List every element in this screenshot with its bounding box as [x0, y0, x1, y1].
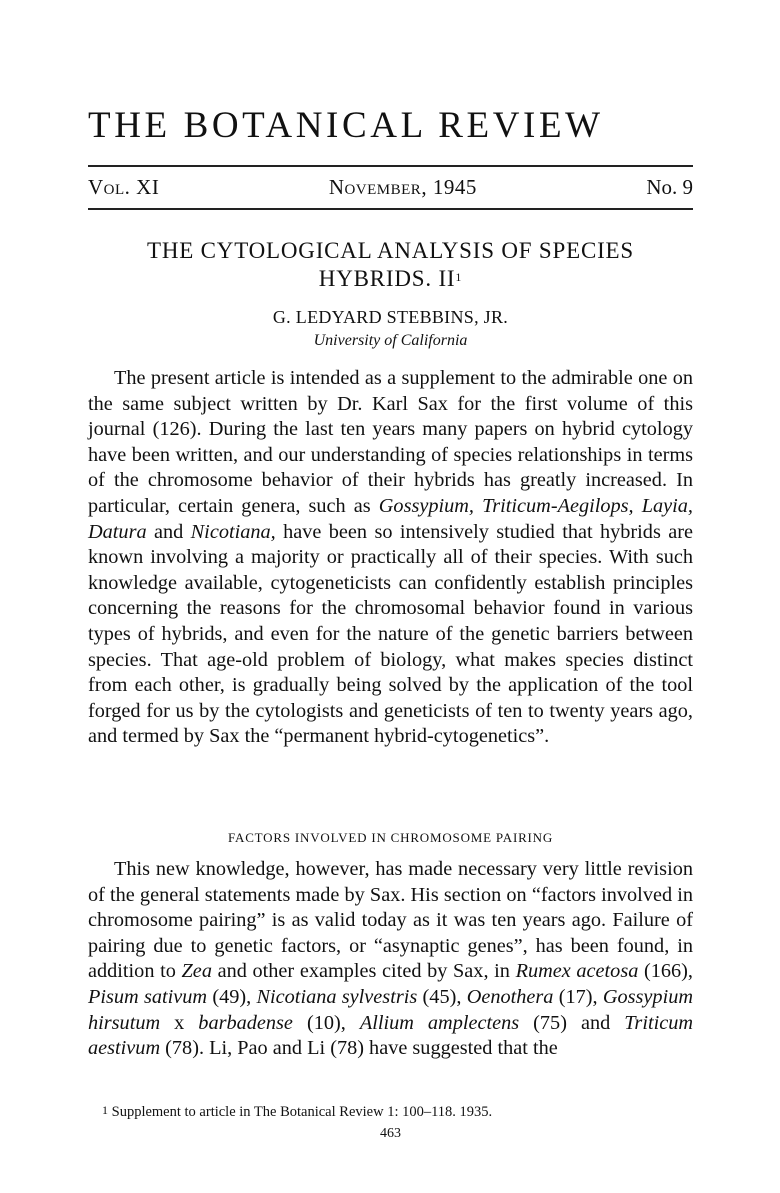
- italic-taxon-name: Gossypium, Triticum-Aegilops, Layia, Datura: [88, 494, 693, 543]
- header-rule-bottom: [88, 208, 693, 210]
- text-run: (45),: [417, 985, 467, 1008]
- volume-label: Vol. XI: [88, 175, 160, 199]
- article-title-line-2-text: HYBRIDS. II: [318, 266, 456, 291]
- footnote-mark: 1: [102, 1103, 108, 1117]
- title-footnote-mark: 1: [455, 270, 463, 284]
- text-run: have been so intensively studied that hybrids are known involving a majority or practically all of their species. With such knowledge available, cytogeneticists can confidently establish principles concerning the reasons for the chromosomal behavior found in various types of hybrids, and even for the nature of the genetic barriers between species. That age-old problem of biology, what makes species distinct from each other, is gradually being solved by the application of the tool forged for us by the cytologists and geneticists of ten to twenty years ago, and termed by Sax the “permanent hybrid-cytogenetics”.: [88, 520, 693, 748]
- text-run: (166),: [638, 960, 693, 983]
- article-title: [88, 237, 693, 293]
- article-title-line-1: THE CYTOLOGICAL ANALYSIS OF SPECIES: [146, 238, 634, 263]
- paragraph-text: [88, 366, 693, 750]
- text-run: (49),: [207, 985, 257, 1008]
- italic-taxon-name: Zea: [181, 960, 212, 983]
- italic-taxon-name: Rumex acetosa: [515, 960, 639, 983]
- italic-taxon-name: barbadense: [198, 1011, 293, 1034]
- text-run: and other examples cited by Sax, in: [211, 960, 516, 983]
- text-run: This new knowledge, however, has made necessary very little revision of the general statements made by Sax. His section on “factors involved in chromosome pairing” is as valid today as it was ten years ago. Failure of pairing due to genetic factors, or “asynaptic genes”, has been found, in addition to: [88, 858, 693, 983]
- paragraph-text: [88, 857, 693, 1062]
- body-paragraph-1: [88, 366, 693, 750]
- text-run: The present article is intended as a supplement to the admirable one on the same subject written by Dr. Karl Sax for the first volume of this journal (126). During the last ten years many papers on hybrid cytology have been written, and our understanding of species relationships in terms of the chromosome behavior of their hybrids has greatly increased. In particular, certain genera, such as: [88, 367, 693, 517]
- text-run: (78). Li, Pao and Li (78) have suggested that the: [160, 1037, 558, 1060]
- italic-taxon-name: Triticum aestivum: [88, 1011, 694, 1060]
- page-number: 463: [380, 1126, 401, 1141]
- issue-line: [88, 174, 693, 200]
- header-rule-top: [88, 165, 693, 167]
- italic-taxon-name: Gossypium hirsutum: [88, 985, 693, 1034]
- footnote-text: Supplement to article in The Botanical Review 1: 100–118. 1935.: [111, 1104, 493, 1120]
- section-heading: FACTORS INVOLVED IN CHROMOSOME PAIRING: [227, 830, 554, 845]
- body-paragraph-2: [88, 857, 693, 1062]
- author-affiliation: University of California: [313, 332, 468, 349]
- footnote: [88, 1103, 693, 1121]
- issue-number: No. 9: [646, 175, 693, 199]
- text-run: x: [160, 1011, 199, 1034]
- text-run: (17),: [553, 985, 603, 1008]
- author-name: G. LEDYARD STEBBINS, JR.: [272, 307, 509, 327]
- italic-taxon-name: Nicotiana,: [190, 520, 276, 543]
- italic-taxon-name: Oenothera: [466, 985, 554, 1008]
- text-run: and: [146, 520, 191, 543]
- italic-taxon-name: Allium amplectens: [359, 1011, 520, 1034]
- issue-date: November, 1945: [328, 175, 477, 199]
- text-run: (10),: [292, 1011, 360, 1034]
- italic-taxon-name: Nicotiana sylvestris: [256, 985, 418, 1008]
- journal-title: THE BOTANICAL REVIEW: [88, 105, 604, 146]
- italic-taxon-name: Pisum sativum: [88, 985, 208, 1008]
- article-title-line-2: [88, 265, 693, 293]
- text-run: (75) and: [519, 1011, 625, 1034]
